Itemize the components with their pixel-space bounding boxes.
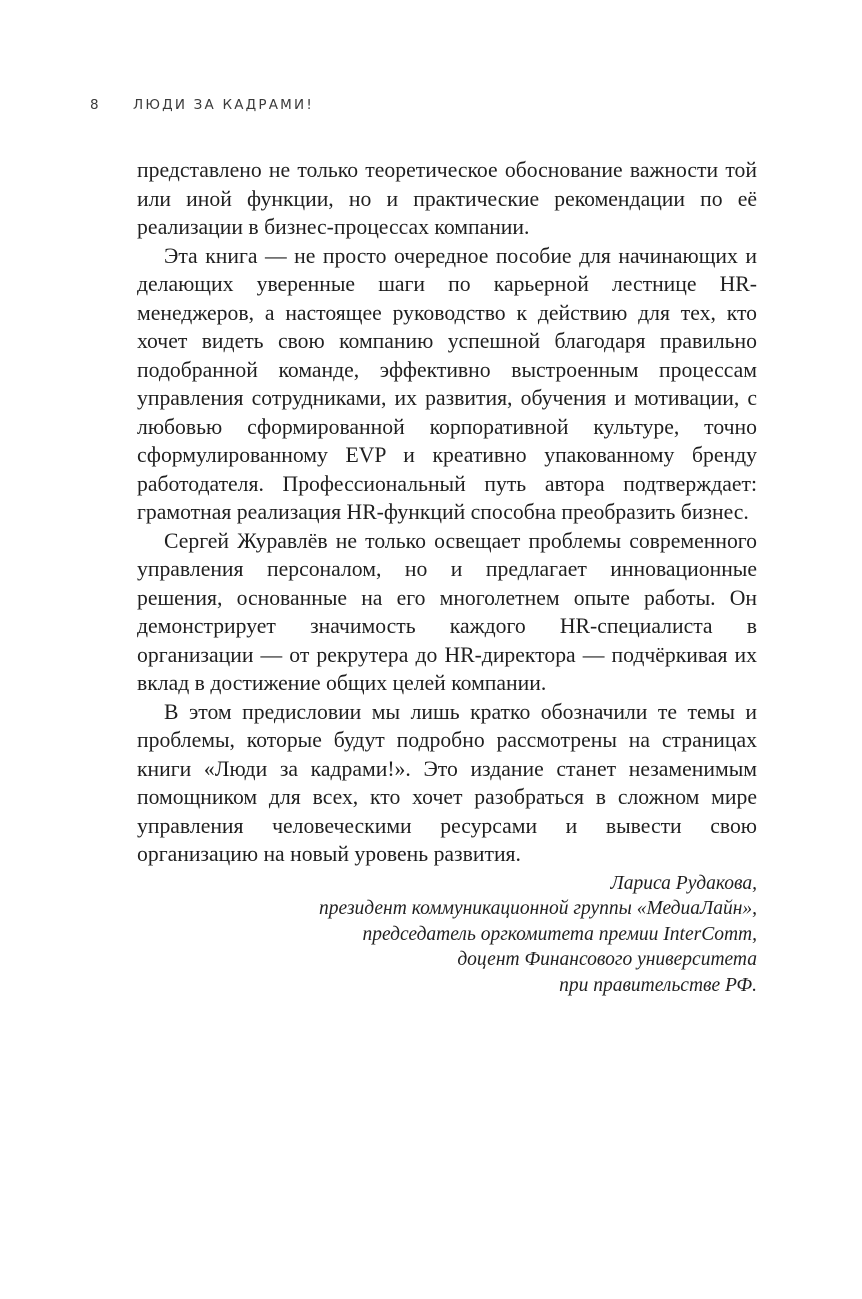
signature-name: Лариса Рудакова,: [610, 872, 757, 894]
signature-role: доцент Финансового университета: [457, 949, 757, 970]
paragraph: В этом предисловии мы лишь кратко обозначили те темы и проблемы, которые будут подробно рассмотрены на страницах книги «Люди за кадрами!». Это издание станет незаменимым помощником для всех, кто хочет разобраться в сложном мире управления человеческими ресурсами и вывести свою организацию на новый уровень развития.: [137, 699, 757, 866]
signature-role: при правительстве РФ.: [559, 974, 757, 996]
paragraph: Сергей Журавлёв не только освещает проблемы современного управления персоналом, но и предлагает инновационные решения, основанные на его многолетнем опыте работы. Он демонстрирует значимость каждого HR-специалиста в организации — от рекрутера до HR-директора — подчёркивая их вклад в достижение общих целей компании.: [137, 528, 757, 695]
running-head: [90, 97, 314, 113]
body-text: [137, 156, 757, 998]
page-number: 8: [90, 97, 99, 113]
running-title: ЛЮДИ ЗА КАДРАМИ!: [133, 97, 314, 113]
paragraph: Эта книга — не просто очередное пособие для начинающих и делающих уверенные шаги по карьерной лестнице HR-менеджеров, а настоящее руководство к действию для тех, кто хочет видеть свою компанию успешной благодаря правильно подобранной команде, эффективно выстроенным процессам управления сотрудниками, их развития, обучения и мотивации, с любовью сформированной корпоративной культуре, точно сформулированному EVP и креативно упакованному бренду работодателя. Профессиональный путь автора подтверждает: грамотная реализация HR-функций способна преобразить бизнес.: [137, 243, 757, 524]
paragraph-continued: представлено не только теоретическое обоснование важности той или иной функции, но и практические рекомендации по её реализации в бизнес-процессах компании.: [137, 158, 757, 239]
signature-role: председатель оргкомитета премии InterComm,: [362, 923, 757, 945]
signature-role: президент коммуникационной группы «МедиаЛайн»,: [319, 898, 757, 919]
signature: [137, 871, 757, 999]
